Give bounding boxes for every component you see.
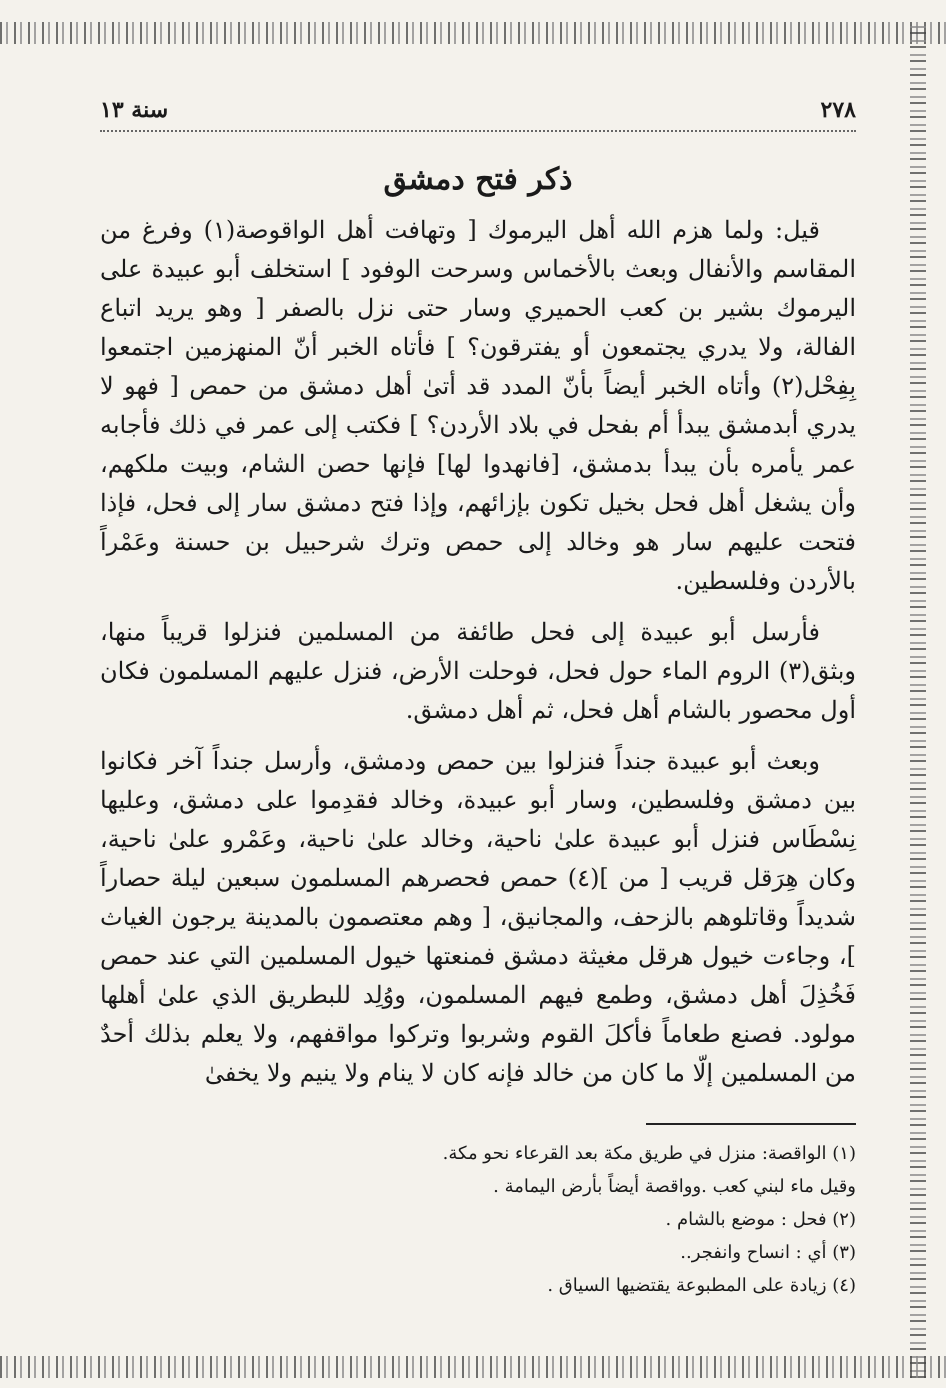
footnote-1: (١) الواقصة: منزل في طريق مكة بعد القرعاء نحو مكة. — [442, 1143, 856, 1164]
paragraph-1: قيل: ولما هزم الله أهل اليرموك [ وتهافت أهل الواقوصة(١) وفرغ من المقاسم والأنفال وبعث بالأخماس وسرحت الوفود ] استخلف أبو عبيدة على اليرموك بشير بن كعب الحميري وسار حتى نزل بالصفر [ وهو يريد اتباع الفالة، ولا يدري يجتمعون أو يفترقون؟ ] فأتاه الخبر أنّ المنهزمين اجتمعوا بِفِحْل(٢) وأتاه الخبر أيضاً بأنّ المدد قد أتىٰ أهل دمشق من حمص [ فهو لا يدري أبدمشق يبدأ أم بفحل في بلاد الأردن؟ ] فكتب إلى عمر في ذلك فأجابه عمر يأمره بأن يبدأ بدمشق، [فانهدوا لها] فإنها حصن الشام، وبيت ملكهم، وأن يشغل أهل فحل بخيل تكون بإزائهم، وإذا فتح دمشق سار إلى فحل، فإذا فتحت عليهم سار هو وخالد إلى حمص وترك شرحبيل بن حسنة وعَمْراً بالأردن وفلسطين. — [100, 216, 857, 595]
decorative-border-bottom — [0, 1356, 946, 1378]
footnote-4: (٤) زيادة على المطبوعة يقتضيها السياق . — [547, 1275, 856, 1296]
footnote-2: (٢) فحل : موضع بالشام . — [665, 1209, 856, 1230]
running-header — [100, 90, 856, 132]
footnote-3: (٣) أي : انساح وانفجر.. — [680, 1242, 856, 1263]
decorative-border-top — [0, 22, 946, 44]
book-page — [100, 90, 856, 1330]
footnote-1-continued: وقيل ماء لبني كعب .وواقصة أيضاً بأرض اليمامة . — [493, 1176, 856, 1197]
footnote-divider — [646, 1123, 856, 1125]
page-number: ٢٧٨ — [820, 97, 856, 123]
year-label: سنة ١٣ — [100, 97, 169, 123]
footnotes — [100, 1137, 856, 1302]
chapter-title: ذكر فتح دمشق — [383, 162, 573, 197]
decorative-border-right — [910, 22, 926, 1378]
paragraph-3: وبعث أبو عبيدة جنداً فنزلوا بين حمص ودمشق، وأرسل جنداً آخر فكانوا بين دمشق وفلسطين، وسار أبو عبيدة، وخالد فقدِموا على دمشق، وعليها نِسْطَاس فنزل أبو عبيدة علىٰ ناحية، وخالد علىٰ ناحية، وعَمْرو علىٰ ناحية، وكان هِرَقل قريب [ من ](٤) حمص فحصرهم المسلمون سبعين ليلة حصاراً شديداً وقاتلوهم بالزحف، والمجانيق، [ وهم معتصمون بالمدينة يرجون الغياث ]، وجاءت خيول هرقل مغيثة دمشق فمنعتها خيول المسلمين التي عند حمص فَخُذِلَ أهل دمشق، وطمع فيهم المسلمون، ووُلِد للبطريق الذي علىٰ أهلها مولود. فصنع طعاماً فأكلَ القوم وشربوا وتركوا مواقفهم، ولا يعلم بذلك أحدٌ من المسلمين إلّا ما كان من خالد فإنه كان لا ينام ولا ينيم ولا يخفىٰ — [100, 747, 856, 1087]
paragraph-2: فأرسل أبو عبيدة إلى فحل طائفة من المسلمين فنزلوا قريباً منها، وبثق(٣) الروم الماء حول فحل، فوحلت الأرض، فنزل عليهم المسلمون فكان أول محصور بالشام أهل فحل، ثم أهل دمشق. — [100, 618, 856, 724]
